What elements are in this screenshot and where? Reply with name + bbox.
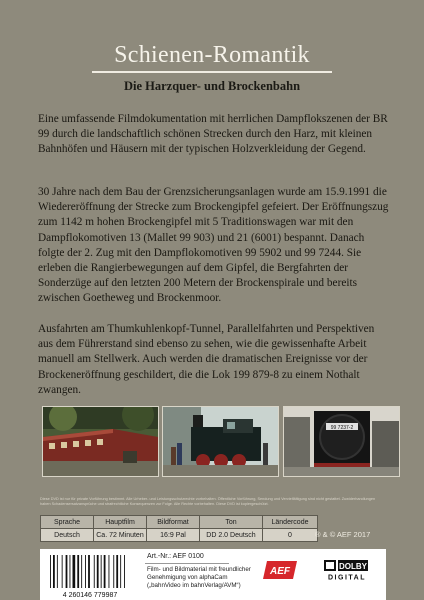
barcode xyxy=(44,553,136,599)
spec-header-format: Bildformat xyxy=(147,516,200,529)
aef-logo-text: AEF xyxy=(270,566,290,577)
page-subtitle: Die Harzquer- und Brockenbahn xyxy=(123,79,301,93)
locomotive-number-plate: 99 7237-2 xyxy=(330,424,354,431)
spec-header-language: Sprache xyxy=(41,516,94,529)
legal-notice: Diese DVD ist nur für private Vorführung bestimmt. Alle Urheber- und Leistungsschutzrechte vorbehalten. Öffentliche Vorführung, Sendung und Vervielfältigung sind nicht gestattet. Zuwiderhandlungen haben Schadensersatzansprüche und strafrechtliche Konsequenzen zur Folge. Alle Rechte vorbehalten. Diese DVD ist kopiergeschützt. xyxy=(40,497,376,507)
description-paragraph-2: 30 Jahre nach dem Bau der Grenzsicherungsanlagen wurde am 15.9.1991 die Wiedereröffnung der Strecke zum Brockengipfel gefeiert. Der Eröffnungszug zum 1142 m hohen Brockengipfel mit 5 Traditionswagen war mit den Dampflokomotiven 13 (Mallet 99 903) und 21 (6001) bespannt. Danach folgte der 2. Zug mit den Dampflokomotiven 99 5902 und 99 7244. Sie erleben die Rangierbewegungen auf dem Gipfel, die Bergfahrten der Sonderzüge auf den letzten 200 Metern der Brockenspirale und bereits zwischen Goetheweg und Brockenmoor. xyxy=(38,186,389,305)
article-number: Art.-Nr.: AEF 0100 xyxy=(147,553,204,560)
credits-text: Film- und Bildmaterial mit freundlicher Genehmigung von alphaCam („bahnVideo im bahnVerlag/AVM“) xyxy=(147,566,251,589)
digital-logo-text: DIGITAL xyxy=(328,574,366,581)
description-paragraph-1: Eine umfassende Filmdokumentation mit herrlichen Dampflokszenen der BR 99 durch die landschaftlich schönen Strecken durch den Harz, mit kleinen Bahnhöfen und Häusern mit der typischen Holzverkleidung der Gegend. xyxy=(38,113,388,156)
spec-header-row xyxy=(41,516,318,529)
spec-value-language: Deutsch xyxy=(41,529,94,542)
spec-value-region: 0 xyxy=(263,529,318,542)
dolby-logo-text: DOLBY xyxy=(339,562,367,571)
photo-steam-locomotive-crowd xyxy=(162,406,279,477)
spec-header-runtime: Hauptfilm xyxy=(94,516,147,529)
dolby-digital-logo xyxy=(324,559,370,581)
aef-logo xyxy=(263,559,299,581)
spec-value-sound: DD 2.0 Deutsch xyxy=(200,529,263,542)
title-underline xyxy=(92,71,332,73)
spec-value-runtime: Ca. 72 Minuten xyxy=(94,529,147,542)
photo-locomotive-front xyxy=(283,406,400,477)
spec-value-row xyxy=(41,529,318,542)
info-panel xyxy=(40,549,386,600)
spec-header-region: Ländercode xyxy=(263,516,318,529)
copyright-notice: ® & © AEF 2017 xyxy=(315,530,371,539)
spec-value-format: 16:9 Pal xyxy=(147,529,200,542)
spec-header-sound: Ton xyxy=(200,516,263,529)
description-paragraph-3: Ausfahrten am Thumkuhlenkopf-Tunnel, Parallelfahrten und Perspektiven aus dem Führerstand sind ebenso zu sehen, wie die gewissenhafte Arbeit manuell am Stellwerk. Auch werden die dramatischen Ereignisse vor der Brockeneröffnung geschildert, die die Lok 199 879-8 zu einem Nothalt zwangen. xyxy=(38,323,375,396)
photo-station-train xyxy=(42,406,159,477)
article-divider xyxy=(145,563,229,564)
barcode-number: 4 260146 779987 xyxy=(62,592,118,599)
page-title: Schienen-Romantik xyxy=(114,42,310,68)
spec-table xyxy=(40,515,318,542)
